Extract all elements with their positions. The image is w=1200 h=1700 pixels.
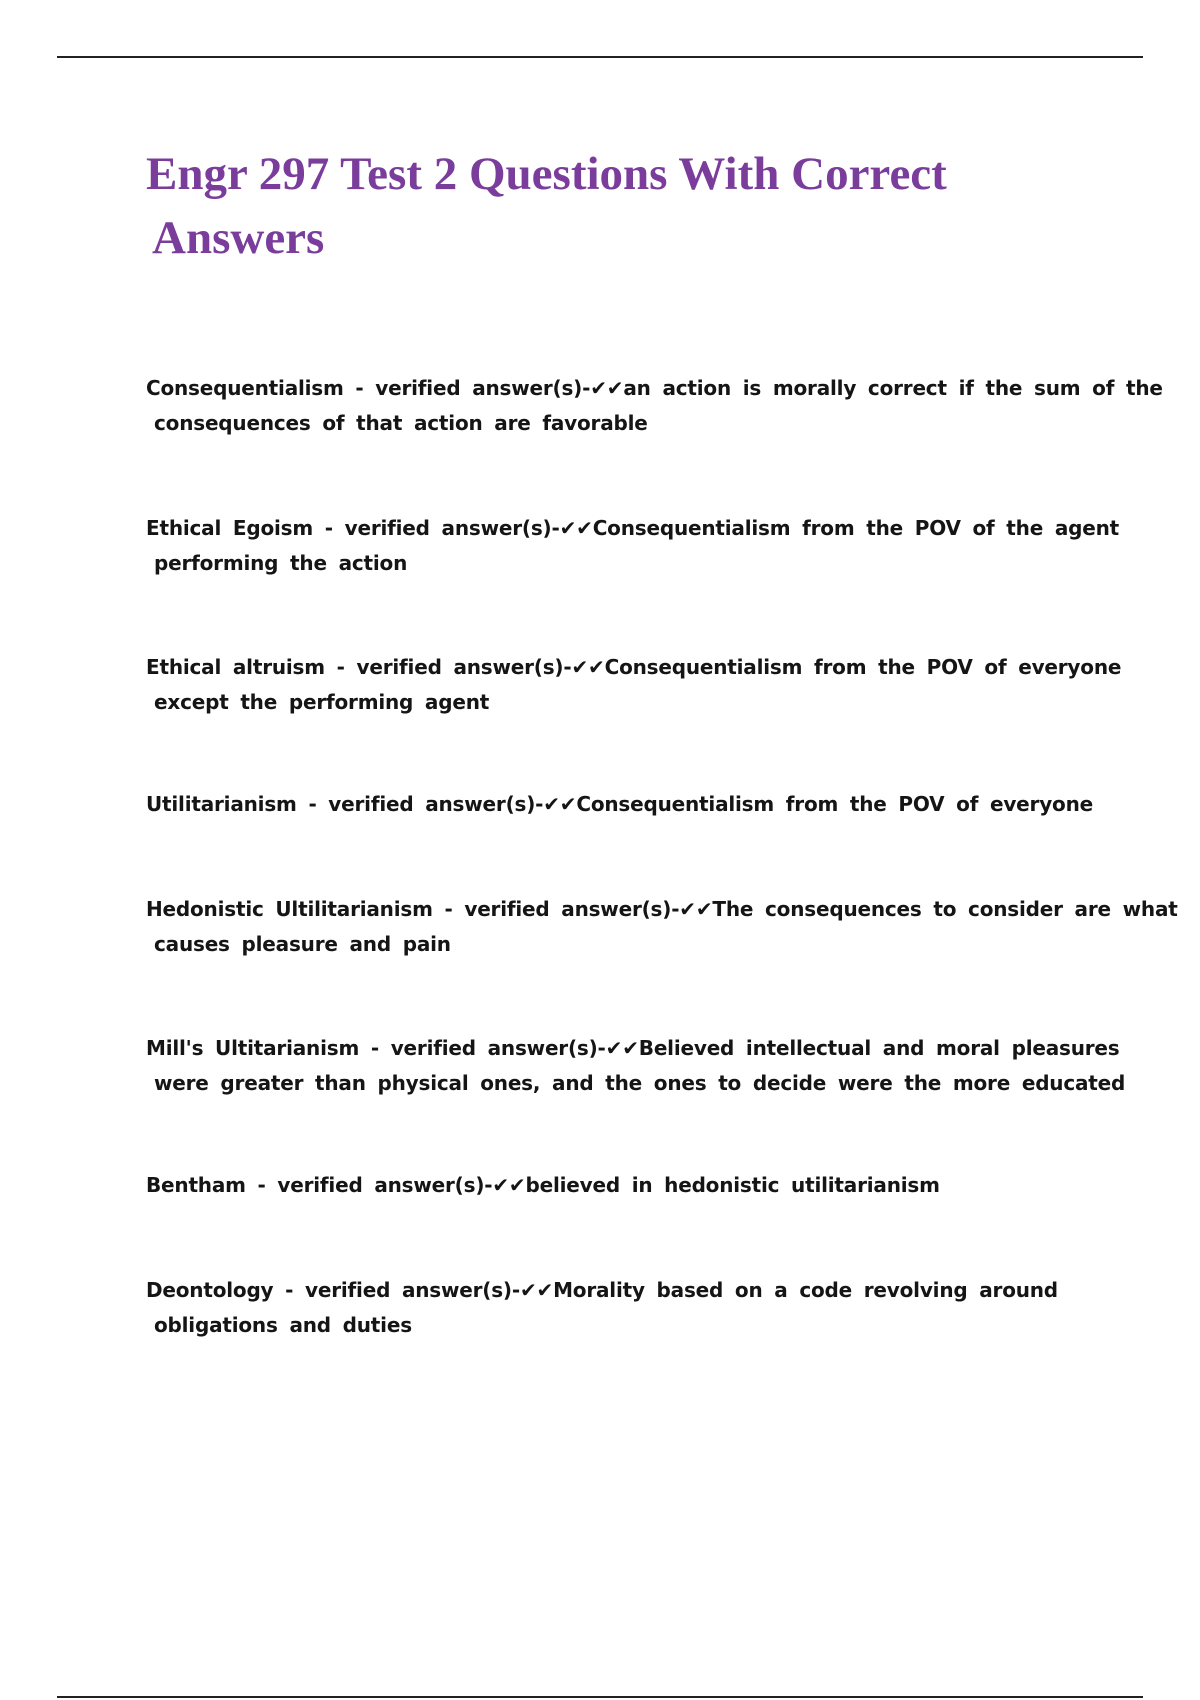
qa-item-utilitarianism [146,787,1106,822]
qa-item-bentham [146,1168,1106,1203]
qa-item-deontology [146,1273,1106,1343]
qa-item-line-2: obligations and duties [154,1313,412,1337]
qa-item-line-2: were greater than physical ones, and the ones to decide were the more educated [154,1071,1126,1095]
page-title-line-2: Answers [152,212,325,264]
top-divider [57,56,1143,58]
page-title-line-1: Engr 297 Test 2 Questions With Correct [146,148,947,200]
qa-item-line-1: Bentham - verified answer(s)-✔✔believed in hedonistic utilitarianism [146,1173,940,1197]
qa-item-ethical-egoism [146,511,1120,581]
qa-item-line-1: Utilitarianism - verified answer(s)-✔✔Consequentialism from the POV of everyone [146,792,1093,816]
qa-item-consequentialism [146,371,1163,441]
bottom-divider [57,1696,1143,1698]
qa-item-ethical-altruism [146,650,1122,720]
qa-item-line-2: consequences of that action are favorable [154,411,648,435]
qa-item-hedonistic-utilitarianism [146,892,1178,962]
qa-item-mills-utilitarianism [146,1031,1126,1101]
qa-item-line-1: Deontology - verified answer(s)-✔✔Morality based on a code revolving around [146,1278,1058,1302]
qa-item-line-2: except the performing agent [154,690,490,714]
qa-item-line-1: Hedonistic Ultilitarianism - verified answer(s)-✔✔The consequences to consider are what [146,897,1178,921]
page-title [146,142,1026,270]
qa-item-line-1: Ethical Egoism - verified answer(s)-✔✔Consequentialism from the POV of the agent [146,516,1120,540]
qa-item-line-1: Mill's Ultitarianism - verified answer(s)-✔✔Believed intellectual and moral pleasures [146,1036,1120,1060]
qa-item-line-2: causes pleasure and pain [154,932,451,956]
qa-item-line-2: performing the action [154,551,408,575]
qa-item-line-1: Ethical altruism - verified answer(s)-✔✔Consequentialism from the POV of everyone [146,655,1122,679]
qa-item-line-1: Consequentialism - verified answer(s)-✔✔an action is morally correct if the sum of the [146,376,1163,400]
